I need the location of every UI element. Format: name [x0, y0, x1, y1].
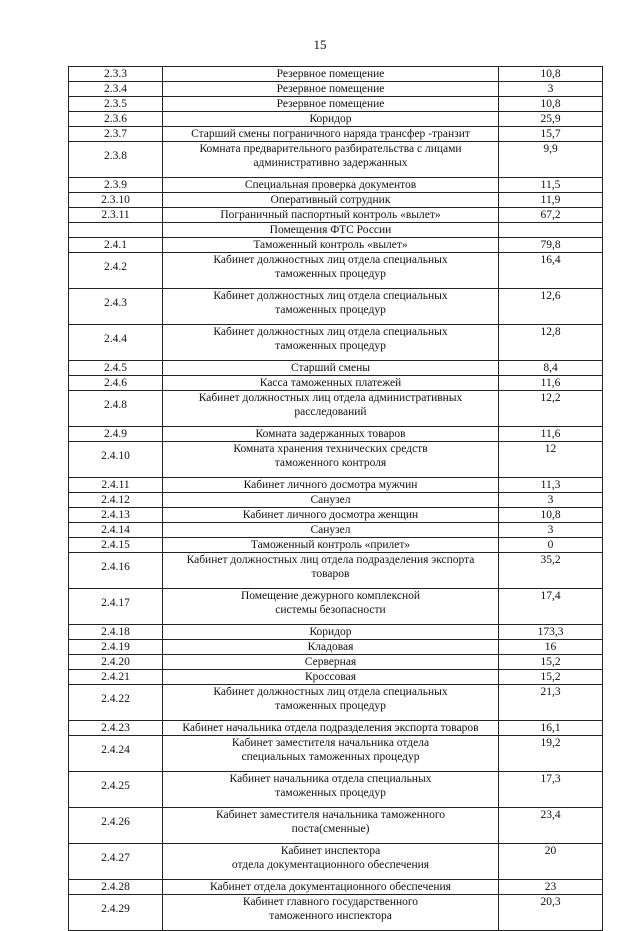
room-name-cell: Специальная проверка документов [163, 178, 499, 193]
table-row [69, 721, 603, 736]
room-area-cell: 23 [499, 880, 603, 895]
table-row [69, 844, 603, 880]
room-name-cell: Кабинет должностных лиц отдела специальных таможенных процедур [163, 289, 499, 325]
table-row [69, 289, 603, 325]
table-row [69, 325, 603, 361]
room-area-cell: 25,9 [499, 112, 603, 127]
room-area-cell: 17,3 [499, 772, 603, 808]
room-number-cell: 2.4.12 [69, 493, 163, 508]
room-name-cell: Таможенный контроль «прилет» [163, 538, 499, 553]
room-number-cell: 2.4.3 [69, 289, 163, 325]
rooms-table [68, 66, 603, 931]
table-row [69, 97, 603, 112]
table-row [69, 376, 603, 391]
room-number-cell: 2.4.2 [69, 253, 163, 289]
room-name-cell: Кабинет должностных лиц отдела специальных таможенных процедур [163, 325, 499, 361]
table-row [69, 223, 603, 238]
table-row [69, 772, 603, 808]
table-row [69, 238, 603, 253]
table-row [69, 208, 603, 223]
room-name-cell: Помещение дежурного комплексной системы безопасности [163, 589, 499, 625]
table-row [69, 640, 603, 655]
room-name-cell: Резервное помещение [163, 97, 499, 112]
room-area-cell: 3 [499, 523, 603, 538]
table-row [69, 478, 603, 493]
room-number-cell: 2.4.8 [69, 391, 163, 427]
table-row [69, 808, 603, 844]
table-row [69, 523, 603, 538]
room-name-cell: Кабинет должностных лиц отдела административных расследований [163, 391, 499, 427]
room-name-cell: Кабинет начальника отдела специальных таможенных процедур [163, 772, 499, 808]
table-row [69, 442, 603, 478]
room-name-cell: Кабинет должностных лиц отдела специальных таможенных процедур [163, 253, 499, 289]
table-row [69, 685, 603, 721]
room-number-cell: 2.3.6 [69, 112, 163, 127]
room-number-cell: 2.4.22 [69, 685, 163, 721]
table-row [69, 142, 603, 178]
room-area-cell: 10,8 [499, 508, 603, 523]
room-name-cell: Комната задержанных товаров [163, 427, 499, 442]
room-area-cell: 12,2 [499, 391, 603, 427]
table-row [69, 178, 603, 193]
table-row [69, 625, 603, 640]
room-area-cell: 16 [499, 640, 603, 655]
room-number-cell: 2.4.25 [69, 772, 163, 808]
room-name-cell: Таможенный контроль «вылет» [163, 238, 499, 253]
room-number-cell [69, 223, 163, 238]
room-area-cell: 11,6 [499, 376, 603, 391]
room-number-cell: 2.4.9 [69, 427, 163, 442]
room-name-cell: Комната предварительного разбирательства с лицами административно задержанных [163, 142, 499, 178]
room-number-cell: 2.4.29 [69, 895, 163, 931]
table-row [69, 112, 603, 127]
room-name-cell: Санузел [163, 523, 499, 538]
room-number-cell: 2.4.17 [69, 589, 163, 625]
room-area-cell: 16,1 [499, 721, 603, 736]
room-name-cell: Кроссовая [163, 670, 499, 685]
room-number-cell: 2.4.28 [69, 880, 163, 895]
table-row [69, 391, 603, 427]
room-name-cell: Коридор [163, 112, 499, 127]
room-area-cell: 23,4 [499, 808, 603, 844]
room-number-cell: 2.3.5 [69, 97, 163, 112]
room-name-cell: Кабинет личного досмотра мужчин [163, 478, 499, 493]
room-name-cell: Оперативный сотрудник [163, 193, 499, 208]
table-row [69, 655, 603, 670]
room-name-cell: Резервное помещение [163, 67, 499, 82]
room-number-cell: 2.4.14 [69, 523, 163, 538]
table-row [69, 508, 603, 523]
room-area-cell: 0 [499, 538, 603, 553]
room-number-cell: 2.3.9 [69, 178, 163, 193]
page-number: 15 [313, 37, 327, 52]
room-name-cell: Комната хранения технических средств таможенного контроля [163, 442, 499, 478]
room-area-cell: 79,8 [499, 238, 603, 253]
room-number-cell: 2.4.16 [69, 553, 163, 589]
room-number-cell: 2.4.15 [69, 538, 163, 553]
room-area-cell: 3 [499, 82, 603, 97]
room-area-cell: 12 [499, 442, 603, 478]
room-area-cell: 11,9 [499, 193, 603, 208]
room-name-cell: Кабинет заместителя начальника таможенного поста(сменные) [163, 808, 499, 844]
room-name-cell: Кабинет инспектора отдела документационного обеспечения [163, 844, 499, 880]
room-number-cell: 2.3.10 [69, 193, 163, 208]
room-area-cell: 9,9 [499, 142, 603, 178]
room-name-cell: Касса таможенных платежей [163, 376, 499, 391]
room-name-cell: Кабинет заместителя начальника отдела специальных таможенных процедур [163, 736, 499, 772]
room-number-cell: 2.4.10 [69, 442, 163, 478]
room-area-cell: 15,2 [499, 670, 603, 685]
room-area-cell: 11,6 [499, 427, 603, 442]
table-row [69, 538, 603, 553]
room-area-cell: 10,8 [499, 67, 603, 82]
room-number-cell: 2.4.26 [69, 808, 163, 844]
room-name-cell: Кабинет отдела документационного обеспечения [163, 880, 499, 895]
room-number-cell: 2.4.27 [69, 844, 163, 880]
room-area-cell: 12,6 [499, 289, 603, 325]
table-row [69, 670, 603, 685]
table-row [69, 493, 603, 508]
room-area-cell: 17,4 [499, 589, 603, 625]
table-row [69, 589, 603, 625]
room-name-cell: Кабинет личного досмотра женщин [163, 508, 499, 523]
room-name-cell: Коридор [163, 625, 499, 640]
room-number-cell: 2.3.8 [69, 142, 163, 178]
table-row [69, 361, 603, 376]
room-area-cell: 16,4 [499, 253, 603, 289]
table-row [69, 553, 603, 589]
room-name-cell: Кабинет должностных лиц отдела специальных таможенных процедур [163, 685, 499, 721]
room-area-cell: 20,3 [499, 895, 603, 931]
room-number-cell: 2.4.13 [69, 508, 163, 523]
room-area-cell: 15,7 [499, 127, 603, 142]
room-name-cell: Кабинет главного государственного таможенного инспектора [163, 895, 499, 931]
room-area-cell: 67,2 [499, 208, 603, 223]
room-area-cell: 20 [499, 844, 603, 880]
room-name-cell: Помещения ФТС России [163, 223, 499, 238]
table-row [69, 82, 603, 97]
room-number-cell: 2.3.3 [69, 67, 163, 82]
room-area-cell: 12,8 [499, 325, 603, 361]
table-row [69, 67, 603, 82]
room-name-cell: Кладовая [163, 640, 499, 655]
room-number-cell: 2.4.20 [69, 655, 163, 670]
room-number-cell: 2.4.1 [69, 238, 163, 253]
room-area-cell: 11,3 [499, 478, 603, 493]
room-number-cell: 2.3.11 [69, 208, 163, 223]
room-area-cell: 15,2 [499, 655, 603, 670]
room-number-cell: 2.4.6 [69, 376, 163, 391]
room-area-cell: 3 [499, 493, 603, 508]
room-number-cell: 2.4.4 [69, 325, 163, 361]
room-area-cell: 11,5 [499, 178, 603, 193]
table-row [69, 253, 603, 289]
room-area-cell: 8,4 [499, 361, 603, 376]
table-row [69, 127, 603, 142]
table-row [69, 895, 603, 931]
room-name-cell: Пограничный паспортный контроль «вылет» [163, 208, 499, 223]
room-number-cell: 2.4.18 [69, 625, 163, 640]
rooms-table-body [69, 67, 603, 931]
room-number-cell: 2.3.4 [69, 82, 163, 97]
room-number-cell: 2.4.24 [69, 736, 163, 772]
room-name-cell: Старший смены пограничного наряда трансфер -транзит [163, 127, 499, 142]
room-number-cell: 2.4.21 [69, 670, 163, 685]
room-name-cell: Кабинет должностных лиц отдела подразделения экспорта товаров [163, 553, 499, 589]
room-area-cell [499, 223, 603, 238]
room-number-cell: 2.4.11 [69, 478, 163, 493]
room-number-cell: 2.4.23 [69, 721, 163, 736]
room-number-cell: 2.3.7 [69, 127, 163, 142]
room-area-cell: 10,8 [499, 97, 603, 112]
room-area-cell: 35,2 [499, 553, 603, 589]
room-name-cell: Санузел [163, 493, 499, 508]
room-name-cell: Резервное помещение [163, 82, 499, 97]
room-area-cell: 21,3 [499, 685, 603, 721]
room-area-cell: 173,3 [499, 625, 603, 640]
room-name-cell: Старший смены [163, 361, 499, 376]
room-number-cell: 2.4.5 [69, 361, 163, 376]
room-area-cell: 19,2 [499, 736, 603, 772]
room-name-cell: Кабинет начальника отдела подразделения экспорта товаров [163, 721, 499, 736]
room-name-cell: Серверная [163, 655, 499, 670]
table-row [69, 880, 603, 895]
table-row [69, 427, 603, 442]
table-row [69, 736, 603, 772]
table-row [69, 193, 603, 208]
room-number-cell: 2.4.19 [69, 640, 163, 655]
